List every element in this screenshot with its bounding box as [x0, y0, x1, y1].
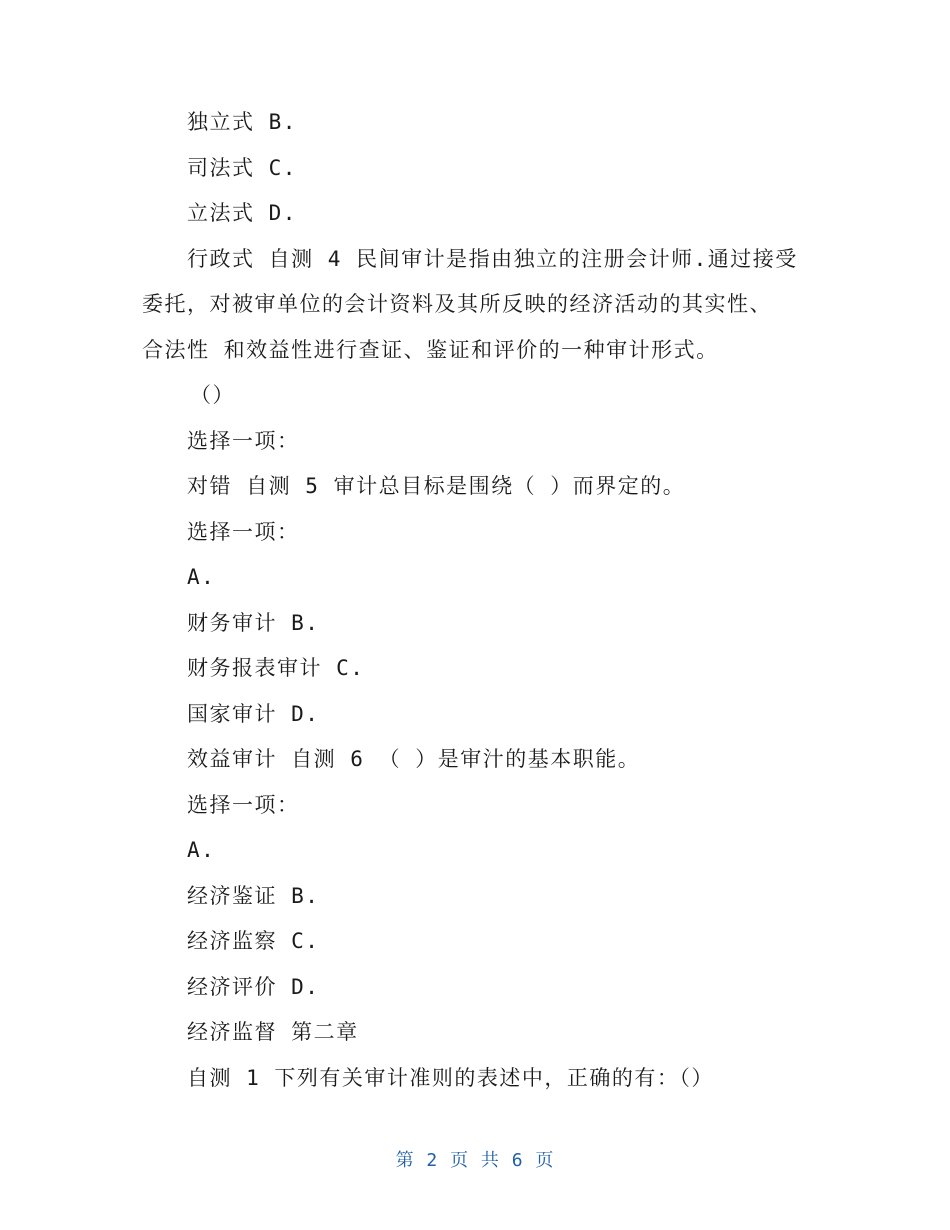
option-line: 经济监察 C.	[187, 929, 320, 953]
option-line: A.	[187, 838, 216, 862]
question-line: 效益审计 自测 6 （ ）是审汁的基本职能。	[187, 747, 641, 771]
choose-one-label: 选择一项：	[187, 792, 300, 817]
question-line-continued: 委托，对被审单位的会计资料及其所反映的经济活动的其实性、	[142, 292, 772, 316]
option-line: 财务审计 B.	[187, 610, 320, 635]
question-line: 自测 1 下列有关审计准则的表述中，正确的有：（）	[187, 1065, 714, 1090]
answer-blank: （）	[190, 383, 235, 407]
question-line: 对错 自测 5 审计总目标是围绕（ ）而界定的。	[187, 474, 686, 498]
option-line: 经济评价 D.	[187, 974, 320, 999]
question-line: 行政式 自测 4 民间审计是指由独立的注册会计师.通过接受	[187, 246, 798, 271]
option-line: 司法式 C.	[187, 155, 297, 180]
choose-one-label: 选择一项：	[187, 519, 300, 544]
option-line: 独立式 B.	[187, 110, 297, 134]
choose-one-label: 选择一项：	[187, 428, 300, 453]
option-line: 国家审计 D.	[187, 701, 320, 726]
option-line: A.	[187, 565, 216, 589]
question-line-continued: 合法性 和效益性进行查证、鉴证和评价的一种审计形式。	[142, 337, 719, 362]
option-line: 经济鉴证 B.	[187, 883, 320, 908]
page-number-footer: 第 2 页 共 6 页	[395, 1150, 555, 1171]
document-body	[142, 100, 812, 1101]
option-line: 立法式 D.	[187, 201, 297, 225]
option-line: 财务报表审计 C.	[187, 656, 365, 680]
chapter-heading-line: 经济监督 第二章	[187, 1020, 359, 1044]
